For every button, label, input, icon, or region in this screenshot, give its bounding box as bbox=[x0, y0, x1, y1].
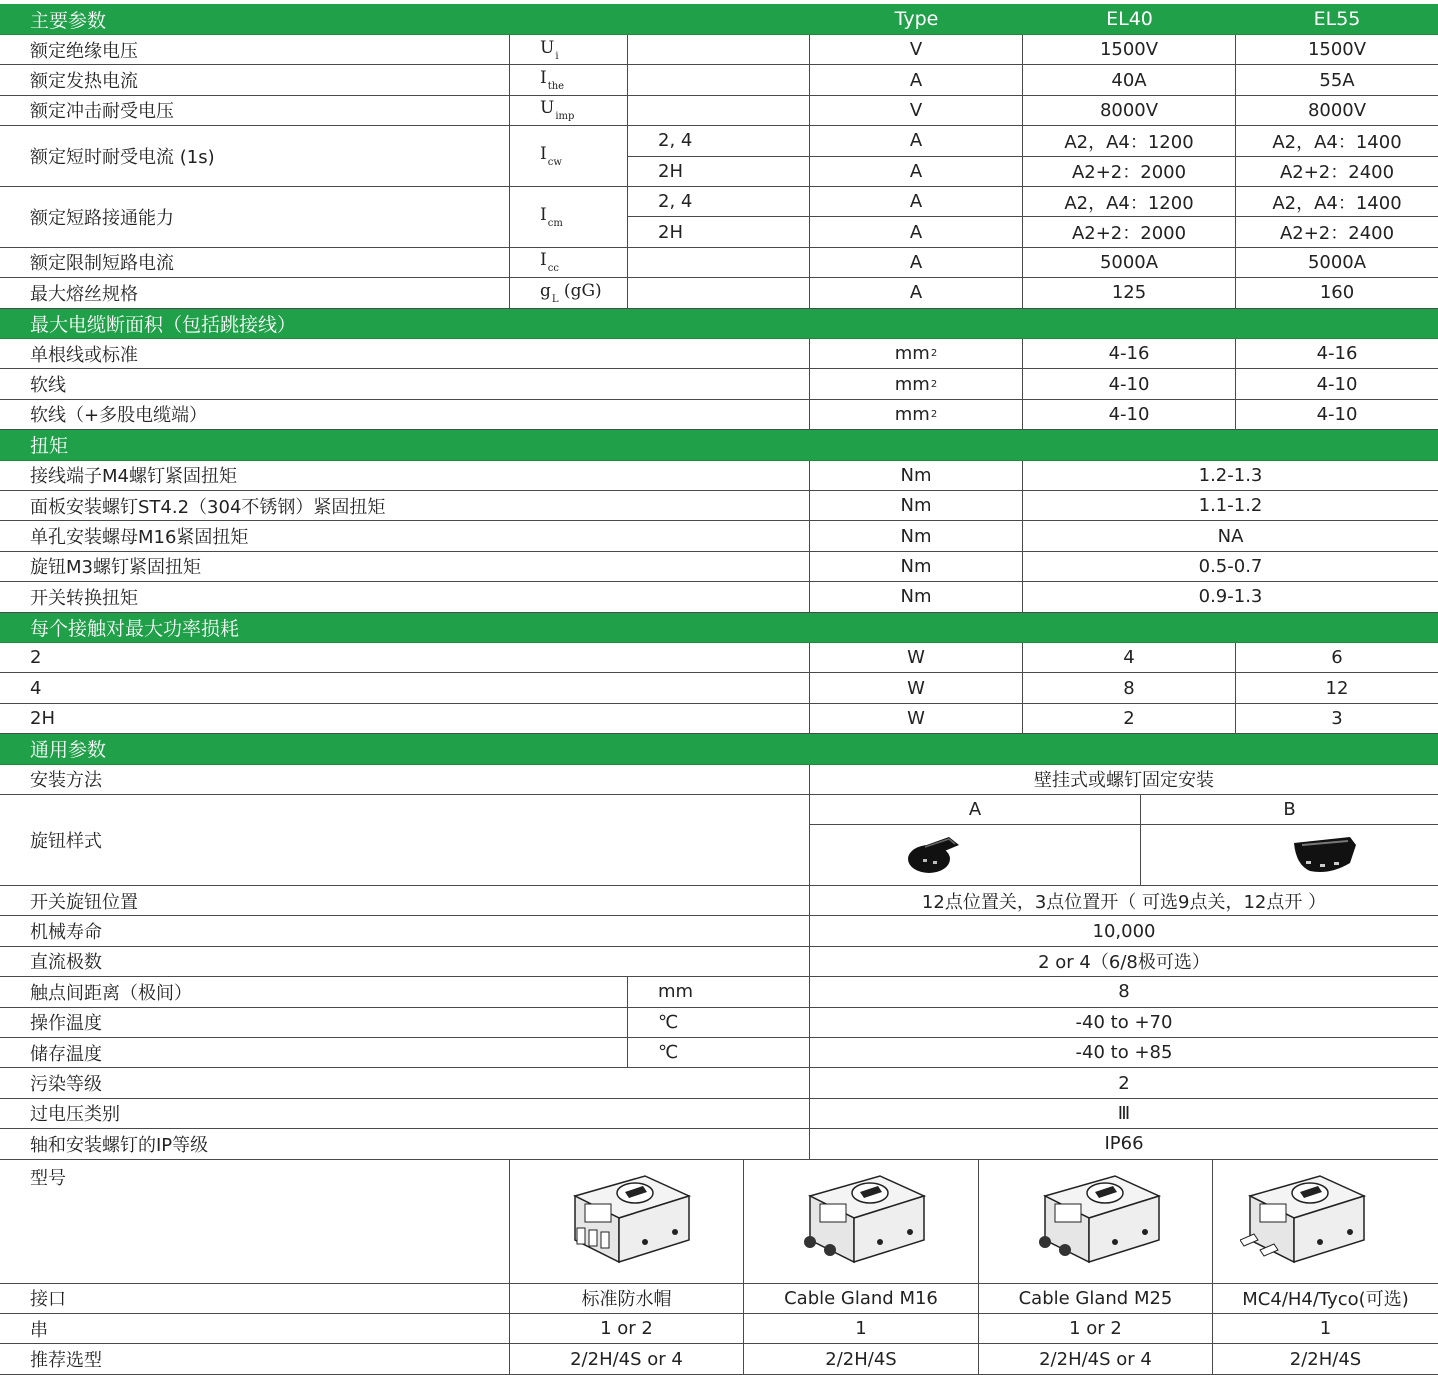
value-shared: 2 or 4（6/8极可选） bbox=[810, 947, 1438, 977]
unit-text: mm bbox=[894, 343, 930, 365]
param-label: 串 bbox=[0, 1314, 510, 1344]
value-shared: 1.1-1.2 bbox=[1023, 491, 1438, 521]
symbol-subscript: cc bbox=[547, 263, 559, 275]
empty-cell bbox=[628, 96, 810, 126]
symbol-cell bbox=[510, 248, 628, 278]
param-label: 污染等级 bbox=[0, 1068, 810, 1098]
symbol-cell bbox=[510, 96, 628, 126]
param-label: 最大熔丝规格 bbox=[0, 278, 510, 308]
symbol: $U_i$ bbox=[540, 37, 559, 62]
value-shared: 0.9-1.3 bbox=[1023, 582, 1438, 612]
unit-cell: V bbox=[810, 96, 1023, 126]
interface-value: 标准防水帽 bbox=[510, 1284, 744, 1314]
value-el40: 1500V bbox=[1023, 35, 1236, 65]
empty-cell bbox=[628, 278, 810, 308]
param-label: 触点间距离（极间） bbox=[0, 977, 628, 1007]
unit-cell bbox=[810, 369, 1023, 399]
value-el55: 55A bbox=[1236, 65, 1438, 95]
empty-cell bbox=[628, 35, 810, 65]
unit-cell: A bbox=[810, 217, 1023, 247]
param-label: 软线 bbox=[0, 369, 810, 399]
unit-cell: W bbox=[810, 704, 1023, 734]
param-label: 推荐选型 bbox=[0, 1344, 510, 1374]
value-el55: A2+2：2400 bbox=[1236, 157, 1438, 187]
param-label: 额定短路接通能力 bbox=[0, 187, 510, 248]
unit-cell: ℃ bbox=[628, 1038, 810, 1068]
symbol-subscript: the bbox=[547, 81, 565, 93]
param-label: 额定限制短路电流 bbox=[0, 248, 510, 278]
param-label: 开关旋钮位置 bbox=[0, 886, 810, 916]
value-shared: -40 to +70 bbox=[810, 1008, 1438, 1038]
unit-cell: Nm bbox=[810, 461, 1023, 491]
model-label: 型号 bbox=[0, 1160, 510, 1284]
value-el55: A2，A4：1400 bbox=[1236, 187, 1438, 217]
value-el40: 40A bbox=[1023, 65, 1236, 95]
param-label: 旋钮样式 bbox=[0, 795, 810, 886]
value-el55: 4-10 bbox=[1236, 400, 1438, 430]
value-el40: 8 bbox=[1023, 673, 1236, 703]
symbol-subscript: L bbox=[551, 293, 559, 305]
value-shared: 8 bbox=[810, 977, 1438, 1007]
value-shared: -40 to +85 bbox=[810, 1038, 1438, 1068]
empty-cell bbox=[628, 65, 810, 95]
param-label: 储存温度 bbox=[0, 1038, 628, 1068]
value-el40: A2+2：2000 bbox=[1023, 217, 1236, 247]
value-el40: 4-10 bbox=[1023, 400, 1236, 430]
empty-cell bbox=[628, 248, 810, 278]
symbol: $I_{cw}$ bbox=[540, 144, 562, 169]
value-el55: 12 bbox=[1236, 673, 1438, 703]
unit-cell: W bbox=[810, 673, 1023, 703]
value-shared: 壁挂式或螺钉固定安装 bbox=[810, 765, 1438, 795]
unit-cell: Nm bbox=[810, 521, 1023, 551]
string-value: 1 or 2 bbox=[510, 1314, 744, 1344]
param-label: 机械寿命 bbox=[0, 916, 810, 946]
value-el40: 4-10 bbox=[1023, 369, 1236, 399]
value-el40: 4-16 bbox=[1023, 339, 1236, 369]
value-el55: 5000A bbox=[1236, 248, 1438, 278]
unit-cell: A bbox=[810, 157, 1023, 187]
recommend-value: 2/2H/4S bbox=[1213, 1344, 1438, 1374]
value-el55: A2+2：2400 bbox=[1236, 217, 1438, 247]
param-label: 轴和安装螺钉的IP等级 bbox=[0, 1129, 810, 1159]
unit-cell bbox=[810, 400, 1023, 430]
symbol-cell bbox=[510, 65, 628, 95]
unit-cell: A bbox=[810, 248, 1023, 278]
recommend-value: 2/2H/4S or 4 bbox=[510, 1344, 744, 1374]
param-label: 面板安装螺钉ST4.2（304不锈钢）紧固扭矩 bbox=[0, 491, 810, 521]
unit-superscript: 2 bbox=[930, 378, 938, 390]
param-label: 开关转换扭矩 bbox=[0, 582, 810, 612]
symbol: $g_L$ (gG) bbox=[540, 280, 602, 305]
param-label: 2 bbox=[0, 643, 810, 673]
value-el40: 125 bbox=[1023, 278, 1236, 308]
value-shared: 1.2-1.3 bbox=[1023, 461, 1438, 491]
param-label: 额定冲击耐受电压 bbox=[0, 96, 510, 126]
recommend-value: 2/2H/4S or 4 bbox=[979, 1344, 1213, 1374]
section-header-main: 主要参数 bbox=[0, 4, 810, 35]
header-el55: EL55 bbox=[1236, 4, 1438, 35]
symbol-cell bbox=[510, 187, 628, 248]
value-shared: 12点位置关，3点位置开（ 可选9点关，12点开 ） bbox=[810, 886, 1438, 916]
value-shared: 2 bbox=[810, 1068, 1438, 1098]
string-value: 1 bbox=[744, 1314, 979, 1344]
value-el55: 160 bbox=[1236, 278, 1438, 308]
unit-cell: Nm bbox=[810, 491, 1023, 521]
value-el55: 4-10 bbox=[1236, 369, 1438, 399]
knob-a-image bbox=[905, 833, 963, 879]
value-shared: NA bbox=[1023, 521, 1438, 551]
param-label: 4 bbox=[0, 673, 810, 703]
recommend-value: 2/2H/4S bbox=[744, 1344, 979, 1374]
value-el40: 2 bbox=[1023, 704, 1236, 734]
section-header-power: 每个接触对最大功率损耗 bbox=[0, 613, 1438, 643]
value-shared: 10,000 bbox=[810, 916, 1438, 946]
section-header-torque: 扭矩 bbox=[0, 430, 1438, 460]
unit-cell: A bbox=[810, 278, 1023, 308]
unit-text: mm bbox=[894, 403, 930, 425]
unit-cell: A bbox=[810, 126, 1023, 156]
value-shared: IP66 bbox=[810, 1129, 1438, 1159]
section-header-general: 通用参数 bbox=[0, 734, 1438, 764]
value-el55: 4-16 bbox=[1236, 339, 1438, 369]
symbol: $I_{cc}$ bbox=[540, 250, 559, 275]
symbol: $U_{imp}$ bbox=[540, 98, 575, 123]
value-el40: A2+2：2000 bbox=[1023, 157, 1236, 187]
value-shared: 0.5-0.7 bbox=[1023, 552, 1438, 582]
symbol: $I_{cm}$ bbox=[540, 204, 563, 229]
pole-config: 2, 4 bbox=[628, 126, 810, 156]
param-label: 操作温度 bbox=[0, 1008, 628, 1038]
unit-cell: Nm bbox=[810, 552, 1023, 582]
param-label: 单根线或标准 bbox=[0, 339, 810, 369]
unit-cell: Nm bbox=[810, 582, 1023, 612]
param-label: 额定绝缘电压 bbox=[0, 35, 510, 65]
value-el40: A2，A4：1200 bbox=[1023, 126, 1236, 156]
unit-cell: mm bbox=[628, 977, 810, 1007]
unit-cell: W bbox=[810, 643, 1023, 673]
switch-model-image bbox=[1240, 1166, 1370, 1270]
value-el55: A2，A4：1400 bbox=[1236, 126, 1438, 156]
unit-cell: A bbox=[810, 187, 1023, 217]
unit-superscript: 2 bbox=[930, 408, 938, 420]
unit-text: mm bbox=[894, 373, 930, 395]
value-el55: 1500V bbox=[1236, 35, 1438, 65]
switch-model-image bbox=[565, 1166, 695, 1270]
param-label: 软线（+多股电缆端） bbox=[0, 400, 810, 430]
interface-value: MC4/H4/Tyco(可选) bbox=[1213, 1284, 1438, 1314]
value-el40: 5000A bbox=[1023, 248, 1236, 278]
value-el55: 6 bbox=[1236, 643, 1438, 673]
interface-value: Cable Gland M16 bbox=[744, 1284, 979, 1314]
param-label: 旋钮M3螺钉紧固扭矩 bbox=[0, 552, 810, 582]
symbol-suffix: (gG) bbox=[558, 280, 602, 301]
knob-a-image-cell bbox=[810, 825, 1141, 886]
knob-b-image bbox=[1290, 833, 1360, 881]
symbol-subscript: imp bbox=[555, 111, 575, 123]
unit-cell: A bbox=[810, 65, 1023, 95]
pole-config: 2H bbox=[628, 217, 810, 247]
symbol-cell bbox=[510, 278, 628, 308]
symbol: $I_{the}$ bbox=[540, 68, 565, 93]
param-label: 安装方法 bbox=[0, 765, 810, 795]
symbol-subscript: cm bbox=[547, 217, 563, 229]
section-header-cable: 最大电缆断面积（包括跳接线） bbox=[0, 309, 1438, 339]
pole-config: 2H bbox=[628, 157, 810, 187]
switch-model-image bbox=[800, 1166, 930, 1270]
param-label: 单孔安装螺母M16紧固扭矩 bbox=[0, 521, 810, 551]
string-value: 1 bbox=[1213, 1314, 1438, 1344]
switch-model-image bbox=[1035, 1166, 1165, 1270]
knob-a-label: A bbox=[810, 795, 1141, 825]
symbol-cell bbox=[510, 126, 628, 187]
interface-value: Cable Gland M25 bbox=[979, 1284, 1213, 1314]
value-shared: Ⅲ bbox=[810, 1099, 1438, 1129]
param-label: 接线端子M4螺钉紧固扭矩 bbox=[0, 461, 810, 491]
unit-cell: V bbox=[810, 35, 1023, 65]
unit-cell bbox=[810, 339, 1023, 369]
pole-config: 2, 4 bbox=[628, 187, 810, 217]
symbol-subscript: cw bbox=[547, 157, 562, 169]
header-type: Type bbox=[810, 4, 1023, 35]
value-el40: A2，A4：1200 bbox=[1023, 187, 1236, 217]
unit-cell: ℃ bbox=[628, 1008, 810, 1038]
value-el40: 8000V bbox=[1023, 96, 1236, 126]
value-el40: 4 bbox=[1023, 643, 1236, 673]
symbol-cell bbox=[510, 35, 628, 65]
symbol-subscript: i bbox=[555, 50, 559, 62]
value-el55: 8000V bbox=[1236, 96, 1438, 126]
string-value: 1 or 2 bbox=[979, 1314, 1213, 1344]
param-label: 直流极数 bbox=[0, 947, 810, 977]
param-label: 2H bbox=[0, 704, 810, 734]
param-label: 过电压类别 bbox=[0, 1099, 810, 1129]
header-el40: EL40 bbox=[1023, 4, 1236, 35]
value-el55: 3 bbox=[1236, 704, 1438, 734]
knob-b-label: B bbox=[1141, 795, 1438, 825]
param-label: 接口 bbox=[0, 1284, 510, 1314]
unit-superscript: 2 bbox=[930, 348, 938, 360]
param-label: 额定短时耐受电流 (1s) bbox=[0, 126, 510, 187]
param-label: 额定发热电流 bbox=[0, 65, 510, 95]
